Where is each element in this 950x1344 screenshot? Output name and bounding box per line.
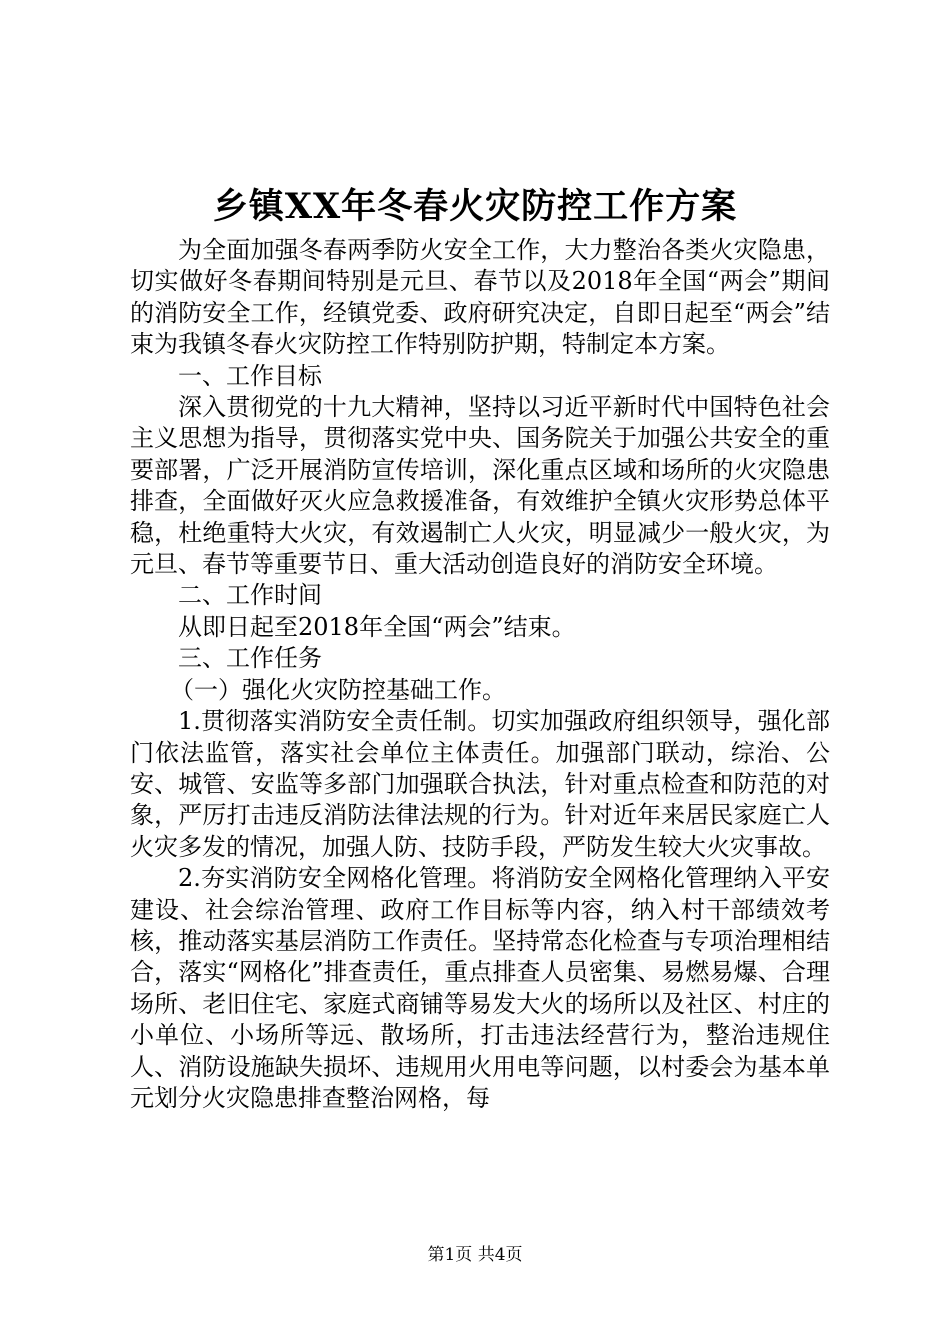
goals-paragraph: 深入贯彻党的十九大精神，坚持以习近平新时代中国特色社会主义思想为指导，贯彻落实党中央、国务院关于加强公共安全的重要部署，广泛开展消防宣传培训，深化重点区域和场所的火灾隐患排查，全面做好灭火应急救援准备，有效维护全镇火灾形势总体平稳，杜绝重特大火灾，有效遏制亡人火灾，明显减少一般火灾，为元旦、春节等重要节日、重大活动创造良好的消防安全环境。 bbox=[130, 393, 830, 579]
document-body bbox=[130, 235, 830, 1114]
page-footer: 第1页 共4页 bbox=[427, 1245, 523, 1265]
subsection-heading-1: （一）强化火灾防控基础工作。 bbox=[170, 675, 506, 704]
intro-paragraph: 为全面加强冬春两季防火安全工作，大力整治各类火灾隐患，切实做好冬春期间特别是元旦、春节以及2018年全国“两会”期间的消防安全工作，经镇党委、政府研究决定，自即日起至“两会”结束为我镇冬春火灾防控工作特别防护期，特制定本方案。 bbox=[130, 236, 830, 359]
section-heading-tasks: 三、工作任务 bbox=[178, 644, 322, 673]
section-heading-goals: 一、工作目标 bbox=[178, 361, 322, 390]
task-item-1: 1.贯彻落实消防安全责任制。切实加强政府组织领导，强化部门依法监管，落实社会单位主体责任。加强部门联动，综治、公安、城管、安监等多部门加强联合执法，针对重点检查和防范的对象，严厉打击违反消防法律法规的行为。针对近年来居民家庭亡人火灾多发的情况，加强人防、技防手段，严防发生较大火灾事故。 bbox=[130, 707, 830, 861]
time-paragraph: 从即日起至2018年全国“两会”结束。 bbox=[178, 612, 576, 641]
task-item-2: 2.夯实消防安全网格化管理。将消防安全网格化管理纳入平安建设、社会综治管理、政府工作目标等内容，纳入村干部绩效考核，推动落实基层消防工作责任。坚持常态化检查与专项治理相结合，落实“网格化”排查责任，重点排查人员密集、易燃易爆、合理场所、老旧住宅、家庭式商铺等易发大火的场所以及社区、村庄的小单位、小场所等远、散场所，打击违法经营行为，整治违规住人、消防设施缺失损坏、违规用火用电等问题，以村委会为基本单元划分火灾隐患排查整治网格，每 bbox=[130, 864, 830, 1112]
section-heading-time: 二、工作时间 bbox=[178, 581, 322, 610]
document-title: 乡镇XX年冬春火灾防控工作方案 bbox=[212, 186, 738, 227]
